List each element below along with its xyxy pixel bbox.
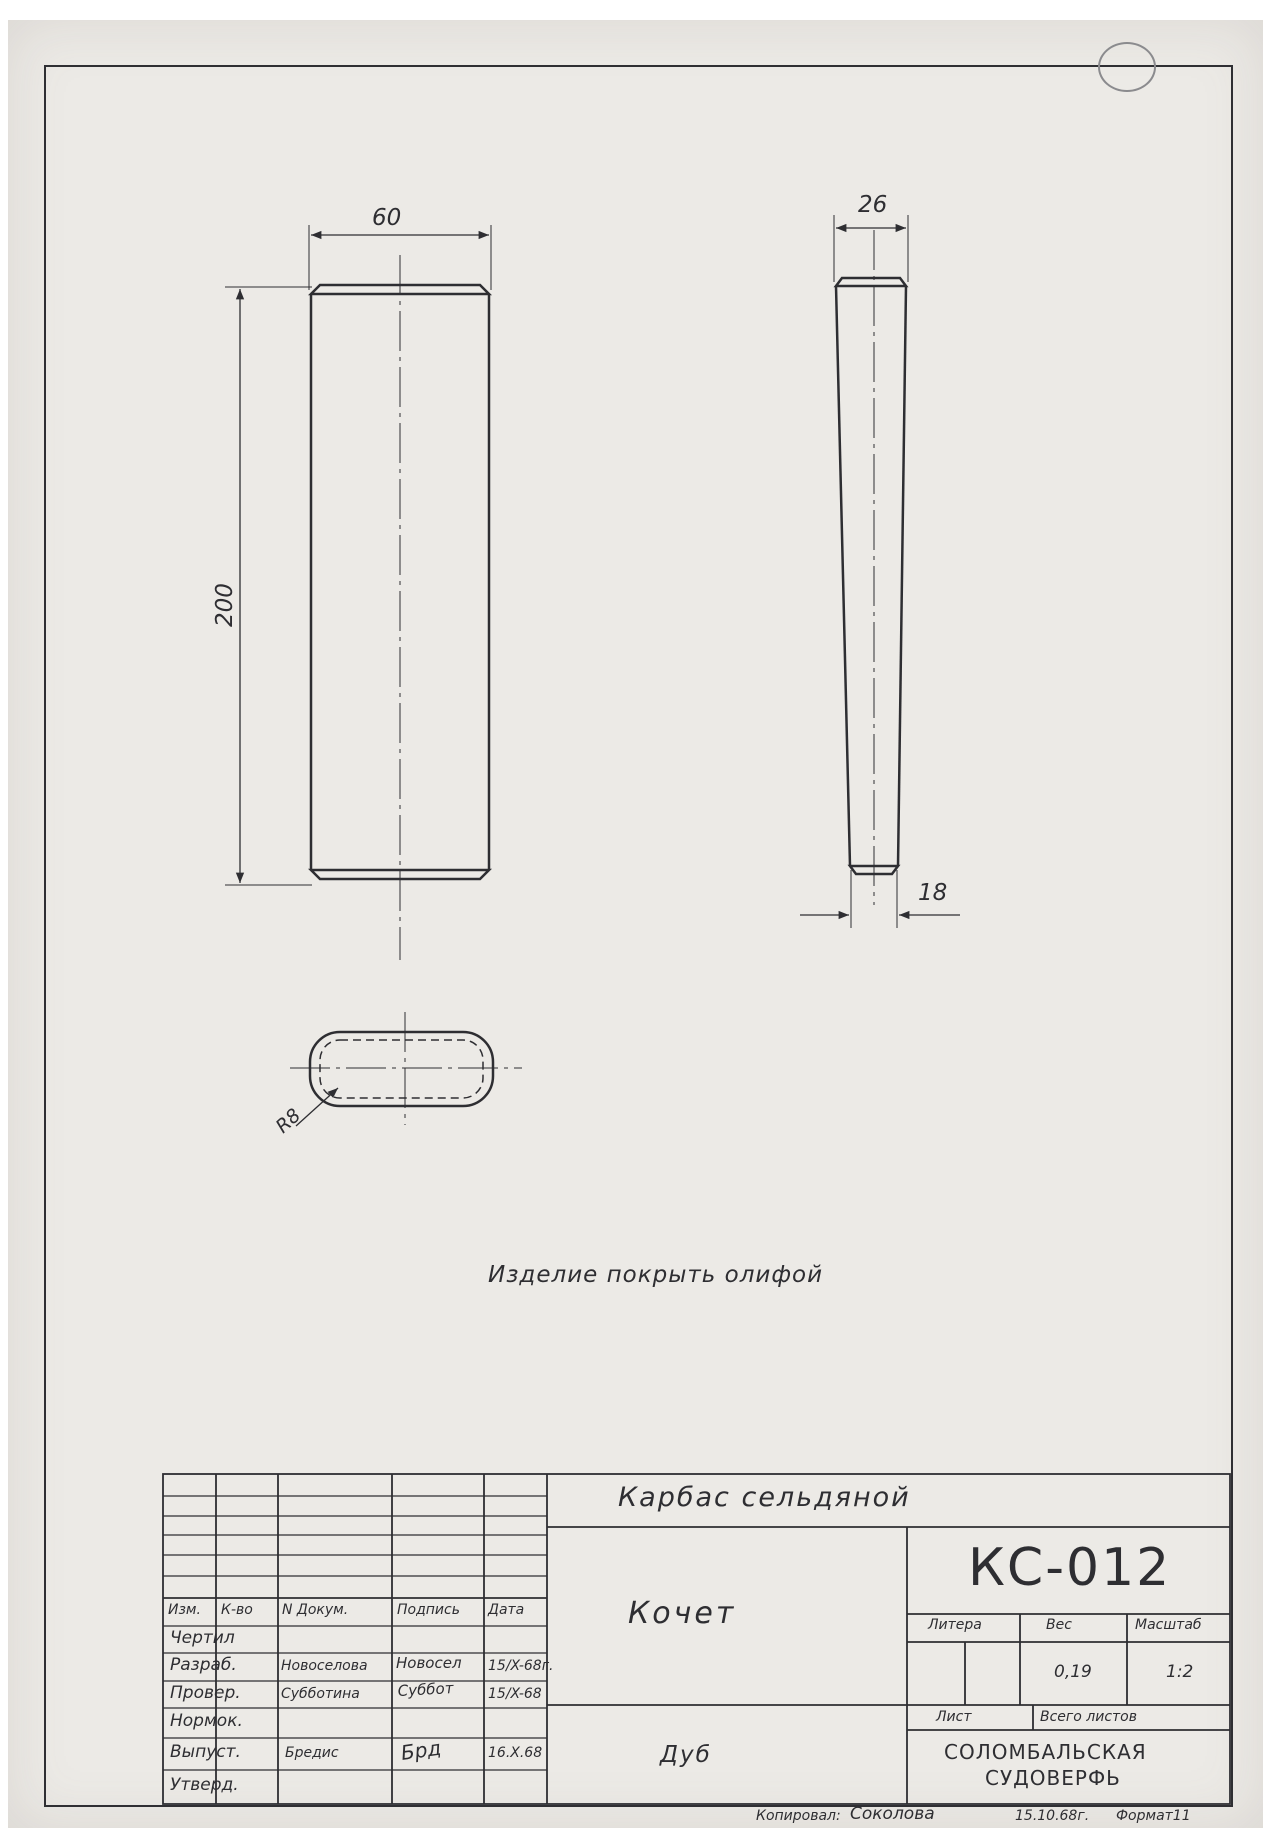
front-view (225, 225, 491, 960)
copied-label: Копировал: (756, 1808, 841, 1824)
list-label: Лист (936, 1709, 972, 1725)
masshtab-label: Масштаб (1135, 1617, 1202, 1633)
role-chertil: Чертил (170, 1628, 235, 1648)
ves-label: Вес (1046, 1617, 1072, 1633)
header-k-vo: К-во (221, 1602, 253, 1618)
project-name: Карбас сельдяной (618, 1482, 911, 1513)
person-prover: Субботина (281, 1686, 360, 1702)
header-podpis: Подпись (397, 1602, 460, 1618)
copied-date: 15.10.68г. (1015, 1808, 1090, 1824)
role-utverd: Утверд. (170, 1775, 239, 1795)
dim-width-top-side: 26 (858, 192, 888, 218)
document-code: КС-012 (968, 1538, 1172, 1598)
date-razrab: 15/X-68г. (488, 1658, 554, 1674)
date-prover: 15/X-68 (488, 1686, 542, 1702)
dim-width-front: 60 (372, 205, 402, 231)
sheet-format: Формат11 (1116, 1808, 1191, 1824)
masshtab-value: 1:2 (1166, 1662, 1194, 1682)
section-view (290, 1012, 522, 1126)
dim-width-bottom-side: 18 (918, 880, 948, 906)
person-vypust: Бредис (285, 1745, 339, 1761)
role-razrab: Разраб. (170, 1655, 237, 1675)
signature-vypust: Брд (399, 1735, 443, 1765)
dim-height-front: 200 (212, 583, 238, 627)
dim-radius: R8 (271, 1104, 306, 1138)
company-line-2: СУДОВЕРФЬ (985, 1766, 1121, 1790)
litera-label: Литера (928, 1617, 982, 1633)
company-line-1: СОЛОМБАЛЬСКАЯ (944, 1740, 1147, 1764)
header-data: Дата (488, 1602, 525, 1618)
signature-prover: Суббот (397, 1679, 454, 1700)
ves-value: 0,19 (1054, 1662, 1092, 1682)
coating-note: Изделие покрыть олифой (488, 1262, 824, 1288)
role-normok: Нормок. (170, 1711, 243, 1731)
side-view (800, 215, 960, 928)
copied-name: Соколова (850, 1804, 935, 1824)
role-vypust: Выпуст. (170, 1742, 241, 1762)
material: Дуб (660, 1742, 712, 1768)
signature-razrab: Новосел (396, 1654, 462, 1672)
date-vypust: 16.X.68 (488, 1745, 543, 1761)
person-razrab: Новоселова (281, 1658, 368, 1674)
vsego-listov-label: Всего листов (1040, 1709, 1138, 1725)
part-name: Кочет (628, 1596, 737, 1631)
role-prover: Провер. (170, 1683, 241, 1703)
header-n-dokum: N Докум. (282, 1602, 349, 1618)
header-izm: Изм. (168, 1602, 201, 1618)
